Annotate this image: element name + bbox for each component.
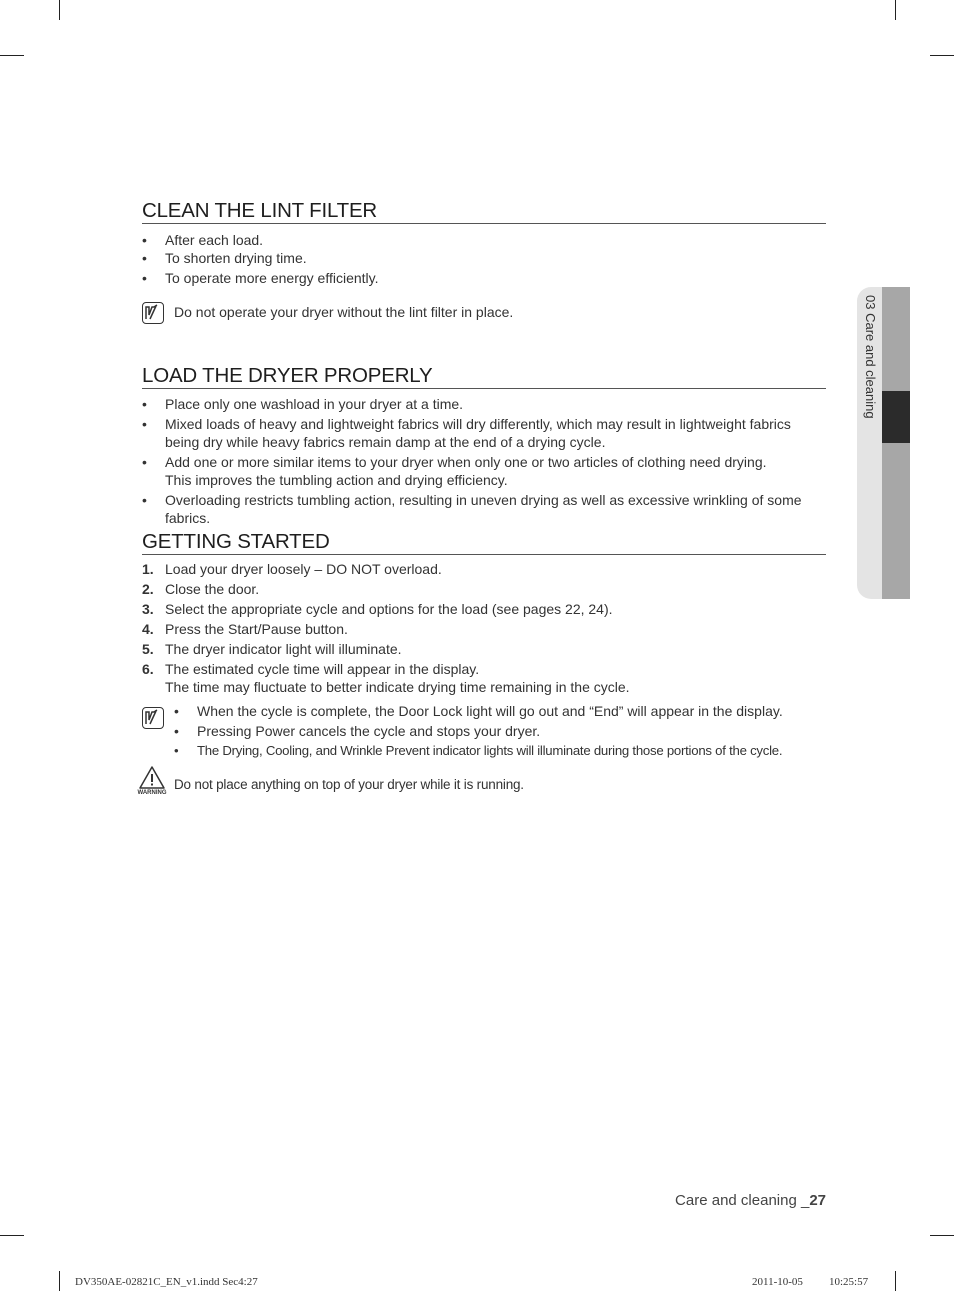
crop-mark [930,1235,954,1236]
list-item: • Place only one washload in your dryer at a time. [142,396,464,412]
lint-bullet-list [142,231,826,287]
section-title-start: GETTING STARTED [142,531,826,555]
slug-date: 2011-10-05 [752,1276,803,1288]
chapter-tab-label: 03 Care and cleaning [863,295,878,419]
list-item: • Pressing Power cancels the cycle and stops your dryer. [174,723,541,739]
load-bullet-list [142,395,826,527]
step-item: 6. The estimated cycle time will appear in the display. The time may fluctuate to better indicate drying time remaining in the cycle. [142,661,630,695]
step-item: 1. Load your dryer loosely – DO NOT overload. [142,561,442,577]
page-footer: Care and cleaning _27 [675,1192,826,1209]
crop-mark [0,55,24,56]
lint-note-text: Do not operate your dryer without the lint filter in place. [174,304,514,320]
start-note-list [174,702,834,760]
warning-label: WARNING [137,790,167,796]
step-item: 3. Select the appropriate cycle and options for the load (see pages 22, 24). [142,601,613,617]
step-item: 4. Press the Start/Pause button. [142,621,348,637]
crop-mark [0,1235,24,1236]
note-icon [142,707,164,729]
crop-mark [895,1271,896,1291]
list-item: • The Drying, Cooling, and Wrinkle Prevent indicator lights will illuminate during those portions of the cycle. [174,743,783,758]
crop-mark [59,1271,60,1291]
list-item: • When the cycle is complete, the Door Lock light will go out and “End” will appear in the display. [174,703,783,719]
crop-mark [930,55,954,56]
list-item: • Overloading restricts tumbling action, resulting in uneven drying as well as excessive wrinkling of some fabrics. [142,492,802,526]
list-item: • Mixed loads of heavy and lightweight fabrics will dry differently, which may result in lightweight fabrics being dry while heavy fabrics remain damp at the end of a drying cycle. [142,416,791,450]
chapter-tab-marker [882,391,910,443]
warning-icon [135,765,169,799]
crop-mark [59,0,60,20]
section-title-lint: CLEAN THE LINT FILTER [142,200,826,224]
list-item: • To operate more energy efficiently. [142,270,379,286]
note-icon [142,302,164,324]
start-step-list [142,560,826,696]
list-item: • After each load. [142,232,264,248]
slug-file: DV350AE-02821C_EN_v1.indd Sec4:27 [75,1276,258,1288]
chapter-tab-strip [882,287,910,599]
list-item: • Add one or more similar items to your dryer when only one or two articles of clothing need drying. This improves the tumbling action and drying efficiency. [142,454,767,488]
crop-mark [895,0,896,20]
page-number: 27 [809,1192,826,1209]
section-title-load: LOAD THE DRYER PROPERLY [142,365,826,389]
warning-text: Do not place anything on top of your dryer while it is running. [174,777,524,792]
slug-time: 10:25:57 [829,1276,869,1288]
step-item: 5. The dryer indicator light will illuminate. [142,641,402,657]
list-item: • To shorten drying time. [142,250,307,266]
step-item: 2. Close the door. [142,581,260,597]
